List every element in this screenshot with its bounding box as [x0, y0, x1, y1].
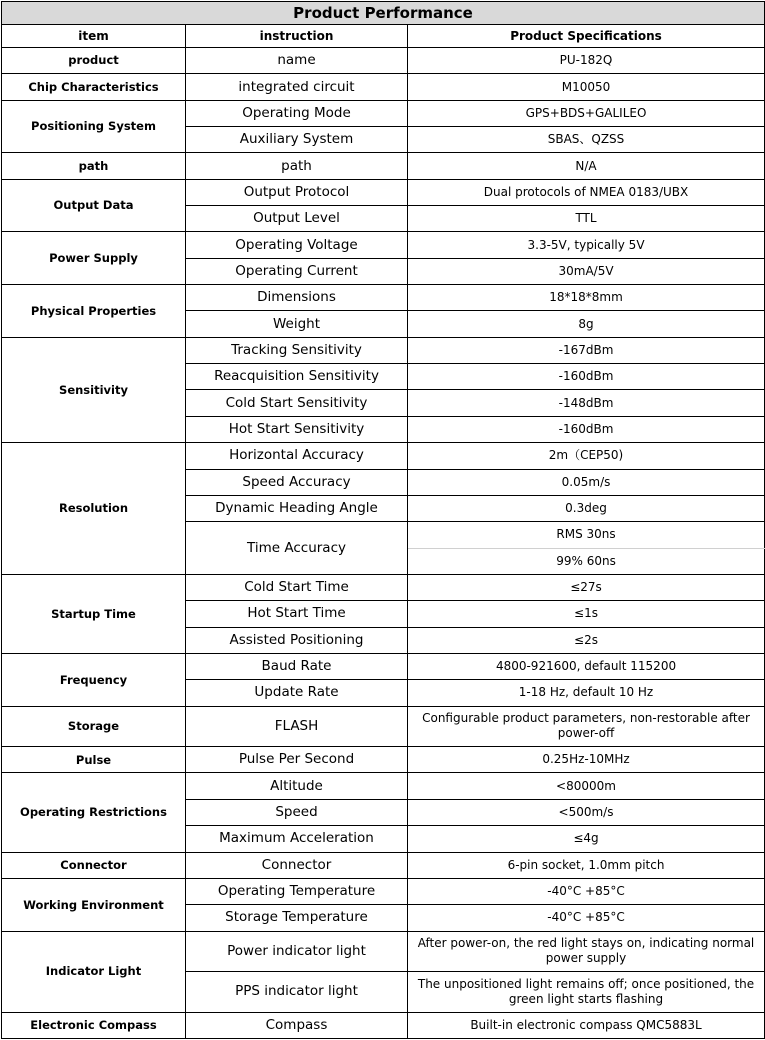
instruction-cell: Reacquisition Sensitivity [186, 364, 408, 390]
table-row [2, 153, 765, 179]
item-cell: path [2, 153, 186, 179]
spec-cell: 0.25Hz-10MHz [408, 747, 765, 773]
column-header-instruction: instruction [186, 25, 408, 48]
table-row [2, 931, 765, 972]
spec-table [1, 1, 765, 1039]
instruction-cell: PPS indicator light [186, 972, 408, 1013]
item-cell: Operating Restrictions [2, 773, 186, 852]
spec-cell: ≤1s [408, 601, 765, 627]
instruction-cell: Hot Start Time [186, 601, 408, 627]
spec-cell: SBAS、QZSS [408, 127, 765, 153]
instruction-cell: Connector [186, 852, 408, 878]
spec-cell: The unpositioned light remains off; once positioned, the green light starts flashing [408, 972, 765, 1013]
instruction-cell: Operating Current [186, 258, 408, 284]
instruction-cell: Pulse Per Second [186, 747, 408, 773]
table-row [2, 773, 765, 799]
spec-cell: 99% 60ns [408, 548, 765, 574]
spec-cell: 30mA/5V [408, 258, 765, 284]
column-header-spec: Product Specifications [408, 25, 765, 48]
item-cell: Startup Time [2, 574, 186, 653]
instruction-cell: Assisted Positioning [186, 627, 408, 653]
table-row [2, 706, 765, 747]
table-row [2, 48, 765, 74]
item-cell: Power Supply [2, 232, 186, 285]
title-row [2, 2, 765, 25]
spec-cell: 0.05m/s [408, 469, 765, 495]
instruction-cell: Operating Temperature [186, 878, 408, 904]
item-cell: Chip Characteristics [2, 74, 186, 100]
spec-cell: 0.3deg [408, 495, 765, 521]
item-cell: Pulse [2, 747, 186, 773]
spec-cell: -160dBm [408, 416, 765, 442]
instruction-cell: Dynamic Heading Angle [186, 495, 408, 521]
table-row [2, 74, 765, 100]
instruction-cell: Speed Accuracy [186, 469, 408, 495]
item-cell: Connector [2, 852, 186, 878]
spec-cell: ≤27s [408, 574, 765, 600]
spec-cell: Dual protocols of NMEA 0183/UBX [408, 179, 765, 205]
instruction-cell: Hot Start Sensitivity [186, 416, 408, 442]
instruction-cell: FLASH [186, 706, 408, 747]
table-row [2, 100, 765, 126]
spec-cell: After power-on, the red light stays on, indicating normal power supply [408, 931, 765, 972]
item-cell: product [2, 48, 186, 74]
instruction-cell: Operating Mode [186, 100, 408, 126]
table-row [2, 653, 765, 679]
spec-cell: -40°C +85°C [408, 878, 765, 904]
item-cell: Physical Properties [2, 285, 186, 338]
instruction-cell: Weight [186, 311, 408, 337]
instruction-cell: Update Rate [186, 680, 408, 706]
spec-cell: 3.3-5V, typically 5V [408, 232, 765, 258]
item-cell: Working Environment [2, 878, 186, 931]
item-cell: Positioning System [2, 100, 186, 153]
instruction-cell: Output Protocol [186, 179, 408, 205]
table-title: Product Performance [2, 2, 765, 25]
instruction-cell: name [186, 48, 408, 74]
spec-cell: -148dBm [408, 390, 765, 416]
item-cell: Sensitivity [2, 337, 186, 442]
instruction-cell: Cold Start Time [186, 574, 408, 600]
item-cell: Electronic Compass [2, 1012, 186, 1038]
table-row [2, 232, 765, 258]
header-row [2, 25, 765, 48]
spec-body [2, 48, 765, 1039]
spec-cell: -40°C +85°C [408, 905, 765, 931]
table-row [2, 179, 765, 205]
table-row [2, 443, 765, 469]
table-row [2, 747, 765, 773]
spec-cell: 18*18*8mm [408, 285, 765, 311]
spec-cell: ≤2s [408, 627, 765, 653]
instruction-cell: Horizontal Accuracy [186, 443, 408, 469]
spec-cell: ≤4g [408, 826, 765, 852]
instruction-cell: integrated circuit [186, 74, 408, 100]
item-cell: Resolution [2, 443, 186, 575]
instruction-cell: Speed [186, 799, 408, 825]
instruction-cell: Tracking Sensitivity [186, 337, 408, 363]
instruction-cell: Compass [186, 1012, 408, 1038]
instruction-cell: Output Level [186, 206, 408, 232]
table-row [2, 878, 765, 904]
spec-cell: N/A [408, 153, 765, 179]
table-row [2, 1012, 765, 1038]
spec-cell: PU-182Q [408, 48, 765, 74]
table-row [2, 852, 765, 878]
instruction-cell: Power indicator light [186, 931, 408, 972]
table-row [2, 285, 765, 311]
instruction-cell: Time Accuracy [186, 522, 408, 575]
spec-cell: <80000m [408, 773, 765, 799]
spec-cell: 1-18 Hz, default 10 Hz [408, 680, 765, 706]
spec-cell: TTL [408, 206, 765, 232]
spec-cell: 8g [408, 311, 765, 337]
spec-cell: 4800-921600, default 115200 [408, 653, 765, 679]
spec-cell: Configurable product parameters, non-restorable after power-off [408, 706, 765, 747]
table-row [2, 337, 765, 363]
item-cell: Storage [2, 706, 186, 747]
table-row [2, 574, 765, 600]
spec-cell: 2m（CEP50) [408, 443, 765, 469]
column-header-item: item [2, 25, 186, 48]
spec-cell: <500m/s [408, 799, 765, 825]
item-cell: Output Data [2, 179, 186, 232]
spec-cell: -167dBm [408, 337, 765, 363]
spec-cell: M10050 [408, 74, 765, 100]
spec-cell: -160dBm [408, 364, 765, 390]
instruction-cell: Baud Rate [186, 653, 408, 679]
spec-cell: GPS+BDS+GALILEO [408, 100, 765, 126]
spec-cell: 6-pin socket, 1.0mm pitch [408, 852, 765, 878]
instruction-cell: path [186, 153, 408, 179]
spec-cell: RMS 30ns [408, 522, 765, 548]
instruction-cell: Auxiliary System [186, 127, 408, 153]
instruction-cell: Altitude [186, 773, 408, 799]
instruction-cell: Operating Voltage [186, 232, 408, 258]
instruction-cell: Dimensions [186, 285, 408, 311]
spec-cell: Built-in electronic compass QMC5883L [408, 1012, 765, 1038]
item-cell: Frequency [2, 653, 186, 706]
instruction-cell: Cold Start Sensitivity [186, 390, 408, 416]
instruction-cell: Storage Temperature [186, 905, 408, 931]
item-cell: Indicator Light [2, 931, 186, 1012]
instruction-cell: Maximum Acceleration [186, 826, 408, 852]
